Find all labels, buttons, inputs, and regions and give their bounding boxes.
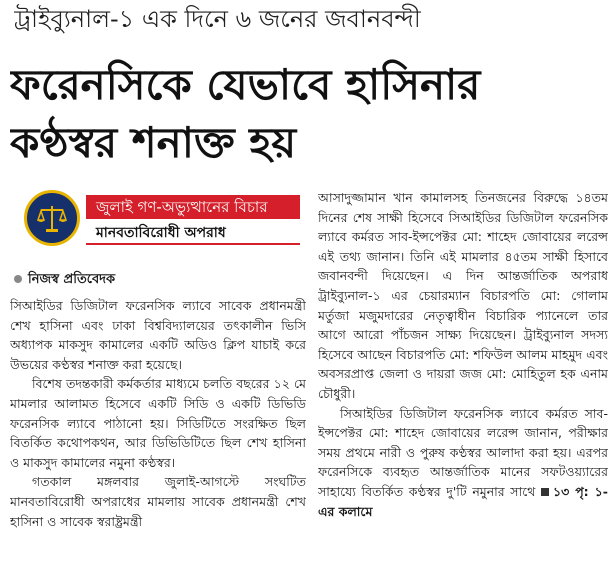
headline-line-1: ফরেনসিকে যেভাবে হাসিনার — [10, 60, 481, 109]
scales-of-justice-icon — [24, 190, 80, 246]
continuation-link[interactable]: ১৩ পৃ: ১-এর কলামে — [318, 483, 608, 519]
headline-line-2: কণ্ঠস্বর শনাক্ত হয় — [10, 118, 297, 167]
byline-text: নিজস্ব প্রতিবেদক — [28, 272, 116, 287]
paragraph: আসাদুজ্জামান খান কামালসহ তিনজনের বিরুদ্ধে ১৪তম দিনের শেষ সাক্ষী হিসেবে সিআইডির ডিজিটাল ফরেনসিক ল্যাবে কর্মরত সাব-ইন্সপেক্টর মো: শাহেদ জোবায়ের লরেন্স এই তথ্য জানান। তিনি এই মামলার ৪৫তম সাক্ষী হিসাবে জবানবন্দী দিয়েছেন। এ দিন আন্তর্জাতিক অপরাধ ট্রাইব্যুনাল-১ এর চেয়ারম্যান বিচারপতি মো: গোলাম মর্তুজা মজুমদারের নেতৃত্বাধীন বিচারিক প্যানেলে তার আগে আরো পাঁচজন সাক্ষ্য দিয়েছেন। ট্রাইব্যুনাল সদস্য হিসেবে আছেন বিচারপতি মো: শফিউল আলম মাহমুদ এবং অবসরপ্রাপ্ত জেলা ও দায়রা জজ মো: মোহিতুল হক এনাম চৌধুরী। — [318, 190, 608, 401]
main-headline — [10, 56, 606, 172]
bullet-icon — [14, 275, 22, 283]
banner-topic: জুলাই গণ-অভ্যুত্থানের বিচার — [86, 195, 300, 219]
square-bullet-icon — [541, 488, 549, 496]
paragraph-text: সিআইডির ডিজিটাল ফরেনসিক ল্যাবে কর্মরত সাব-ইন্সপেক্টর মো: শাহেদ জোবায়ের লরেন্স জানান, পরীক্ষার সময় প্রথমে নারী ও পুরুষ কণ্ঠস্বর আলাদা করা হয়। এরপর ফরেনসিকে ব্যবহৃত আন্তর্জাতিক মানের সফটওয়্যারের সাহায্যে বিতর্কিত কণ্ঠস্বর দু'টি নমুনার সাথে — [318, 405, 608, 499]
paragraph: সিআইডির ডিজিটাল ফরেনসিক ল্যাবে সাবেক প্রধানমন্ত্রী শেখ হাসিনা এবং ঢাকা বিশ্ববিদ্যালয়ের তৎকালীন ভিসি অধ্যাপক মাকসুদ কামালের একটি অডিও ক্লিপ যাচাই করে উভয়ের কণ্ঠস্বর শনাক্ত করা হয়েছে। — [10, 298, 306, 372]
right-column — [318, 188, 608, 585]
section-banner — [10, 190, 300, 252]
kicker-headline: ট্রাইব্যুনাল-১ এক দিনে ৬ জনের জবানবন্দী — [14, 5, 421, 33]
left-column — [10, 296, 306, 585]
paragraph: গতকাল মঙ্গলবার জুলাই-আগস্টে সংঘটিত মানবতাবিরোধী অপরাধের মামলায় সাবেক প্রধানমন্ত্রী শেখ হাসিনা ও সাবেক স্বরাষ্ট্রমন্ত্রী — [10, 474, 306, 529]
paragraph — [318, 404, 608, 522]
banner-subtopic: মানবতাবিরোধী অপরাধ — [86, 221, 300, 245]
byline — [14, 270, 304, 290]
paragraph: বিশেষ তদন্তকারী কর্মকর্তার মাধ্যমে চলতি বছরের ১২ মে মামলার আলামত হিসেবে একটি সিডি ও একটি ডিভিডি ফরেনসিক ল্যাবে পাঠানো হয়। সিডিটিতে সংরক্ষিত ছিল বিতর্কিত কথোপকথন, আর ডিভিডিটিতে ছিল শেখ হাসিনা ও মাকসুদ কামালের নমুনা কণ্ঠস্বর। — [10, 376, 306, 470]
